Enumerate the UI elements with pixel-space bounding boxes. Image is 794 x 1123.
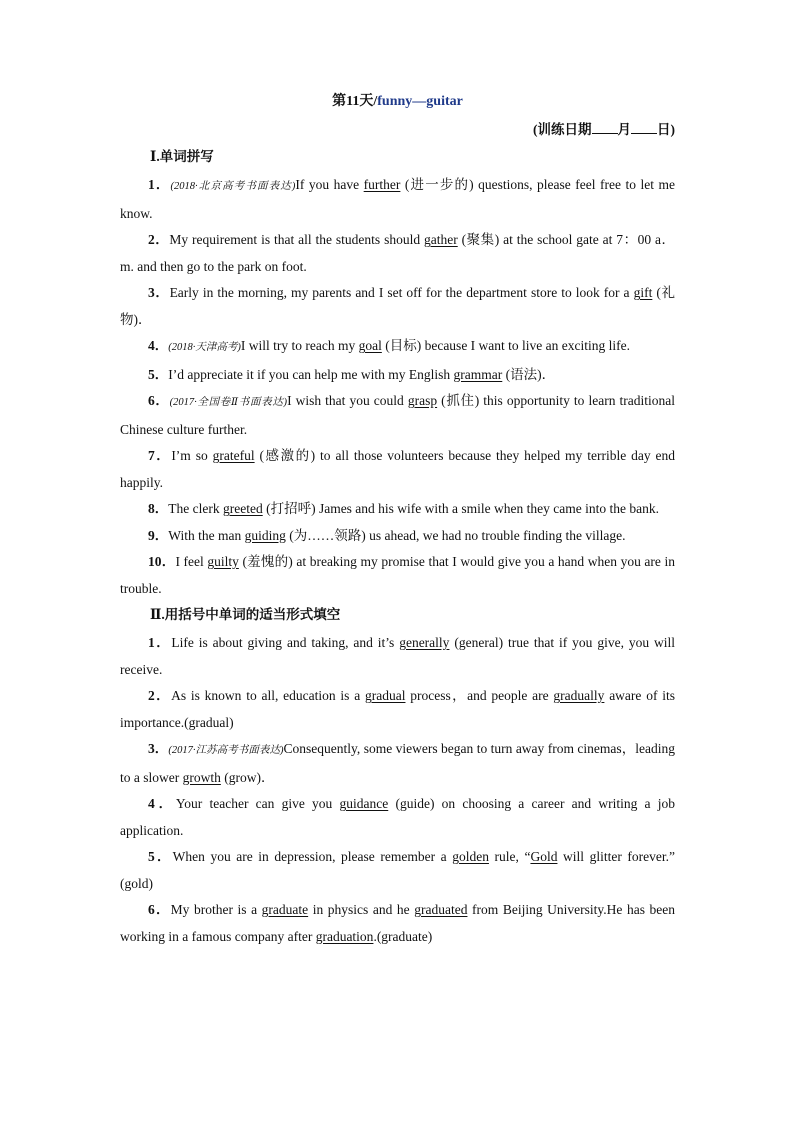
item-number: 3． bbox=[148, 741, 169, 756]
exercise-item bbox=[120, 388, 675, 443]
item-text: (打招呼) James and his wife with a smile when they came into the bank. bbox=[262, 501, 659, 516]
item-text: As is known to all, education is a bbox=[171, 688, 365, 703]
answer-blank[interactable]: graduated bbox=[414, 902, 468, 917]
item-number: 5． bbox=[148, 366, 169, 382]
answer-blank[interactable]: gift bbox=[633, 285, 653, 300]
item-text: will glitter forever.” (gold) bbox=[120, 849, 675, 891]
item-number: 3． bbox=[148, 285, 170, 300]
exercise-item bbox=[120, 362, 675, 389]
answer-blank[interactable]: growth bbox=[182, 769, 221, 785]
item-text: (语法)． bbox=[502, 366, 556, 382]
exercise-item bbox=[120, 227, 675, 280]
exercise-item bbox=[120, 280, 675, 333]
exercise-item bbox=[120, 630, 675, 683]
item-text: (grow)． bbox=[220, 769, 275, 785]
answer-blank[interactable]: gather bbox=[423, 232, 458, 247]
item-number: 1． bbox=[148, 635, 172, 650]
exercise-item bbox=[120, 496, 675, 523]
exercise-item bbox=[120, 844, 675, 897]
exercise-item bbox=[120, 172, 675, 227]
item-number: 9． bbox=[148, 527, 169, 543]
exercise-item bbox=[120, 333, 675, 362]
answer-blank[interactable]: generally bbox=[399, 635, 450, 650]
answer-blank[interactable]: gradual bbox=[365, 688, 406, 703]
item-text: (为……领路) us ahead, we had no trouble finding the village. bbox=[285, 527, 626, 543]
item-text: rule, “ bbox=[488, 849, 531, 864]
exercise-item bbox=[120, 897, 675, 950]
training-date-line: (训练日期 月 日) bbox=[533, 122, 675, 137]
answer-blank[interactable]: graduate bbox=[261, 902, 309, 917]
exercise-item bbox=[120, 791, 675, 844]
item-text: (general) true that if you give, you will receive. bbox=[120, 635, 676, 677]
title-day: 第11天/ bbox=[332, 94, 378, 109]
item-text: (目标) because I want to live an exciting life. bbox=[381, 338, 631, 353]
answer-blank[interactable]: grammar bbox=[453, 366, 503, 382]
answer-blank[interactable]: golden bbox=[452, 849, 489, 864]
item-text: Early in the morning, my parents and I set off for the department store to look for a bbox=[169, 285, 634, 300]
item-text: from Beijing University.He has been working in a famous company after bbox=[120, 902, 675, 944]
exercise-item bbox=[120, 443, 675, 496]
item-text: (guide) on choosing a career and writing a job application. bbox=[120, 796, 675, 838]
item-text: (礼物)． bbox=[120, 285, 676, 327]
section-2-heading: Ⅱ.用括号中单词的适当形式填空 bbox=[150, 607, 341, 622]
item-number: 8． bbox=[148, 501, 169, 516]
item-text: I’m so bbox=[171, 448, 213, 463]
answer-blank[interactable]: guidance bbox=[339, 796, 389, 811]
item-text: process，and people are bbox=[405, 688, 554, 703]
item-text: (抓住) this opportunity to learn traditional Chinese culture further. bbox=[120, 393, 675, 437]
item-number: 4． bbox=[148, 338, 169, 353]
item-text: I feel bbox=[175, 554, 208, 569]
item-text: My requirement is that all the students should bbox=[169, 232, 424, 247]
answer-blank[interactable]: grateful bbox=[212, 448, 255, 463]
item-number: 10． bbox=[148, 554, 176, 569]
worksheet-page bbox=[120, 92, 675, 950]
item-text: When you are in depression, please remember a bbox=[172, 849, 453, 864]
item-text: Consequently, some viewers began to turn away from cinemas，leading to a slower bbox=[120, 741, 675, 785]
answer-blank[interactable]: gradually bbox=[553, 688, 605, 703]
item-number: 5． bbox=[148, 849, 173, 864]
exam-source: (2018·北京高考书面表达) bbox=[170, 181, 296, 192]
item-text: aware of its importance.(gradual) bbox=[120, 688, 675, 730]
item-number: 1． bbox=[148, 177, 171, 192]
answer-blank[interactable]: grasp bbox=[407, 393, 438, 408]
item-number: 7． bbox=[148, 448, 172, 463]
item-text: I’d appreciate it if you can help me with my English bbox=[168, 366, 454, 382]
item-text: My brother is a bbox=[170, 902, 262, 917]
item-text: Your teacher can give you bbox=[175, 796, 340, 811]
section-1-list bbox=[120, 172, 675, 602]
page-title bbox=[120, 92, 675, 112]
item-text: The clerk bbox=[168, 501, 223, 516]
item-number: 6． bbox=[148, 902, 171, 917]
item-text: (感激的) to all those volunteers because they helped my terrible day end happily. bbox=[120, 448, 675, 490]
exercise-item bbox=[120, 523, 675, 550]
exercise-item bbox=[120, 549, 675, 602]
answer-blank[interactable]: guiding bbox=[244, 527, 286, 543]
exam-source: (2017·江苏高考书面表达) bbox=[168, 745, 284, 756]
answer-blank[interactable]: Gold bbox=[530, 849, 558, 864]
exam-source: (2018·天津高考) bbox=[168, 342, 241, 353]
month-blank[interactable] bbox=[592, 121, 618, 134]
exam-source: (2017·全国卷Ⅱ书面表达) bbox=[169, 397, 288, 408]
item-text: (进一步的) questions, please feel free to let me know. bbox=[120, 177, 675, 221]
item-number: 2． bbox=[148, 688, 172, 703]
answer-blank[interactable]: guilty bbox=[207, 554, 239, 569]
item-number: 4． bbox=[148, 796, 176, 811]
day-blank[interactable] bbox=[631, 121, 657, 134]
answer-blank[interactable]: graduation bbox=[315, 928, 374, 944]
item-text: (羞愧的) at breaking my promise that I would give you a hand when you are in trouble. bbox=[120, 554, 675, 596]
item-text: (聚集) at the school gate at 7：00 a．m. and then go to the park on foot. bbox=[120, 232, 676, 274]
item-text: .(graduate) bbox=[373, 928, 433, 944]
section-1-heading: Ⅰ.单词拼写 bbox=[150, 149, 214, 164]
item-text: in physics and he bbox=[308, 902, 415, 917]
answer-blank[interactable]: further bbox=[363, 177, 401, 192]
section-2-list bbox=[120, 630, 675, 950]
title-word-range: funny—guitar bbox=[377, 94, 463, 109]
item-text: With the man bbox=[168, 527, 245, 543]
item-text: I will try to reach my bbox=[240, 338, 359, 353]
exercise-item bbox=[120, 683, 675, 736]
item-text: If you have bbox=[295, 177, 364, 192]
answer-blank[interactable]: greeted bbox=[222, 501, 263, 516]
item-text: Life is about giving and taking, and it’s bbox=[171, 635, 400, 650]
item-text: I wish that you could bbox=[287, 393, 408, 408]
item-number: 2． bbox=[148, 232, 170, 247]
exercise-item bbox=[120, 736, 675, 791]
item-number: 6． bbox=[148, 393, 170, 408]
answer-blank[interactable]: goal bbox=[358, 338, 382, 353]
